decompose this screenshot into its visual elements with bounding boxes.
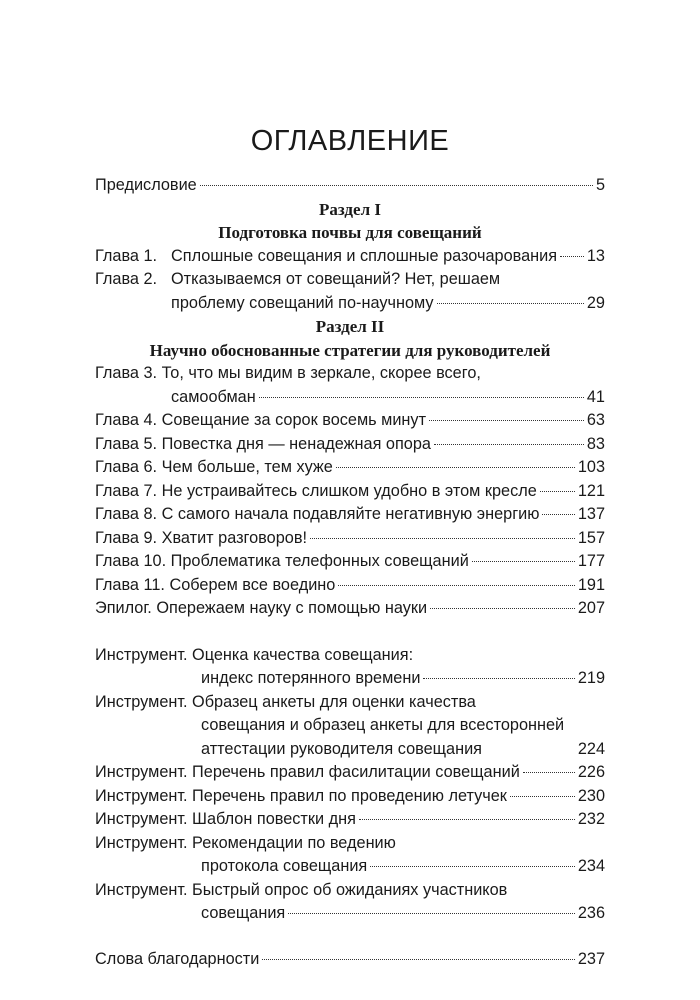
entry-text: Эпилог. Опережаем науку с помощью науки	[95, 599, 428, 617]
entry-text: Предисловие	[95, 176, 197, 194]
toc-entry-chapter-4[interactable]	[95, 409, 605, 433]
toc-entry-chapter-6[interactable]	[95, 456, 605, 480]
toc-entry-tool-7-line1[interactable]: Инструмент. Быстрый опрос об ожиданиях участников	[95, 880, 508, 899]
toc-entry-chapter-3[interactable]	[95, 386, 605, 410]
entry-text-cont: совещания и образец анкеты для всесторонней	[201, 716, 565, 734]
page-title: ОГЛАВЛЕНИЕ	[250, 125, 450, 157]
toc-entry-tool-2[interactable]	[95, 738, 605, 762]
dot-leader	[338, 585, 574, 586]
toc-entry-chapter-2-line1[interactable]	[95, 268, 605, 292]
page-number: 13	[586, 246, 605, 265]
dot-leader	[423, 678, 574, 679]
page-number: 177	[577, 552, 605, 570]
toc-entry-preface[interactable]	[95, 174, 605, 198]
dot-leader	[472, 561, 575, 562]
page-number: 29	[586, 293, 605, 312]
dot-leader	[523, 772, 575, 773]
entry-text: Инструмент. Перечень правил фасилитации совещаний	[95, 763, 520, 781]
page-number: 219	[577, 669, 605, 687]
entry-text: Глава 9. Хватит разговоров!	[95, 528, 307, 547]
entry-text-cont: самообман	[171, 387, 256, 406]
dot-leader	[262, 959, 575, 960]
section-heading-1: Раздел I	[319, 199, 381, 219]
page-number: 234	[577, 857, 605, 875]
dot-leader	[510, 796, 575, 797]
entry-text-cont: протокола совещания	[201, 857, 368, 875]
page-number: 237	[577, 949, 605, 968]
spacer	[95, 621, 605, 644]
toc-page	[95, 122, 605, 971]
entry-text: Глава 4. Совещание за сорок восемь минут	[95, 411, 427, 429]
dot-leader	[437, 303, 584, 304]
toc-entry-chapter-10[interactable]	[95, 550, 605, 574]
toc-entry-tool-2-line2[interactable]	[95, 714, 605, 738]
dot-leader	[200, 185, 593, 186]
toc-entry-tool-1-line1[interactable]: Инструмент. Оценка качества совещания:	[95, 645, 414, 664]
page-number: 121	[577, 481, 605, 500]
toc-entry-tool-6[interactable]	[95, 855, 605, 879]
dot-leader	[434, 444, 584, 445]
toc-entry-tool-1[interactable]	[95, 667, 605, 691]
toc-entry-chapter-8[interactable]	[95, 503, 605, 527]
spacer	[95, 926, 605, 948]
entry-text: Сплошные совещания и сплошные разочарования	[171, 246, 558, 265]
page-number: 63	[586, 411, 605, 429]
entry-text-cont: проблему совещаний по-научному	[171, 293, 434, 312]
page-number: 5	[595, 176, 605, 194]
entry-text: Глава 5. Повестка дня — ненадежная опора	[95, 434, 431, 453]
page-number: 207	[577, 599, 605, 617]
dot-leader	[430, 608, 575, 609]
toc-entry-chapter-1[interactable]	[95, 245, 605, 269]
page-number: 157	[577, 528, 605, 547]
toc-entry-tool-6-line1[interactable]: Инструмент. Рекомендации по ведению	[95, 833, 396, 852]
dot-leader	[542, 514, 574, 515]
entry-text-cont: совещания	[201, 904, 286, 922]
chapter-label: Глава 2.	[95, 270, 158, 288]
page-number: 103	[577, 458, 605, 476]
toc-entry-chapter-3-line1[interactable]: Глава 3. То, что мы видим в зеркале, скорее всего,	[95, 364, 481, 382]
dot-leader	[540, 491, 575, 492]
dot-leader	[429, 420, 584, 421]
toc-entry-chapter-9[interactable]	[95, 527, 605, 551]
toc-entry-tool-4[interactable]	[95, 785, 605, 809]
page-number: 41	[586, 387, 605, 406]
chapter-label: Глава 1.	[95, 246, 158, 265]
page-number: 230	[577, 786, 605, 805]
entry-text: Глава 6. Чем больше, тем хуже	[95, 458, 333, 476]
toc-entry-chapter-5[interactable]	[95, 433, 605, 457]
page-number: 83	[586, 434, 605, 453]
dot-leader	[310, 538, 575, 539]
entry-text: Глава 7. Не устраивайтесь слишком удобно в этом кресле	[95, 481, 537, 500]
toc-entry-tool-3[interactable]	[95, 761, 605, 785]
entry-text-cont: аттестации руководителя совещания	[201, 739, 483, 758]
dot-leader	[560, 256, 584, 257]
page-number: 236	[577, 904, 605, 922]
dot-leader	[259, 397, 584, 398]
entry-text: Глава 8. С самого начала подавляйте негативную энергию	[95, 505, 540, 523]
page-number: 232	[577, 810, 605, 828]
toc-entry-chapter-7[interactable]	[95, 480, 605, 504]
toc-entry-tool-7[interactable]	[95, 902, 605, 926]
entry-text: Инструмент. Перечень правил по проведению летучек	[95, 786, 507, 805]
toc-entry-tool-5[interactable]	[95, 808, 605, 832]
section-subheading-1: Подготовка почвы для совещаний	[218, 223, 482, 242]
entry-text: Глава 11. Соберем все воедино	[95, 575, 336, 594]
entry-text: Инструмент. Шаблон повестки дня	[95, 810, 356, 828]
toc-entry-acknowledgements[interactable]	[95, 948, 605, 972]
page-number: 226	[577, 763, 605, 781]
section-subheading-2: Научно обоснованные стратегии для руководителей	[149, 340, 551, 360]
page-number: 224	[577, 739, 605, 758]
entry-text: Отказываемся от совещаний? Нет, решаем	[171, 270, 501, 288]
dot-leader	[336, 467, 575, 468]
section-heading-2: Раздел II	[315, 317, 385, 336]
toc-entry-tool-2-line1[interactable]: Инструмент. Образец анкеты для оценки качества	[95, 692, 476, 711]
toc-entry-epilogue[interactable]	[95, 597, 605, 621]
dot-leader	[370, 866, 575, 867]
page-number: 191	[577, 575, 605, 594]
dot-leader	[288, 913, 575, 914]
dot-leader	[359, 819, 575, 820]
entry-text: Глава 10. Проблематика телефонных совещаний	[95, 552, 469, 570]
toc-entry-chapter-11[interactable]	[95, 574, 605, 598]
entry-text-cont: индекс потерянного времени	[201, 669, 421, 687]
entry-text: Слова благодарности	[95, 949, 260, 968]
toc-entry-chapter-2[interactable]	[95, 292, 605, 316]
page-number: 137	[577, 505, 605, 523]
